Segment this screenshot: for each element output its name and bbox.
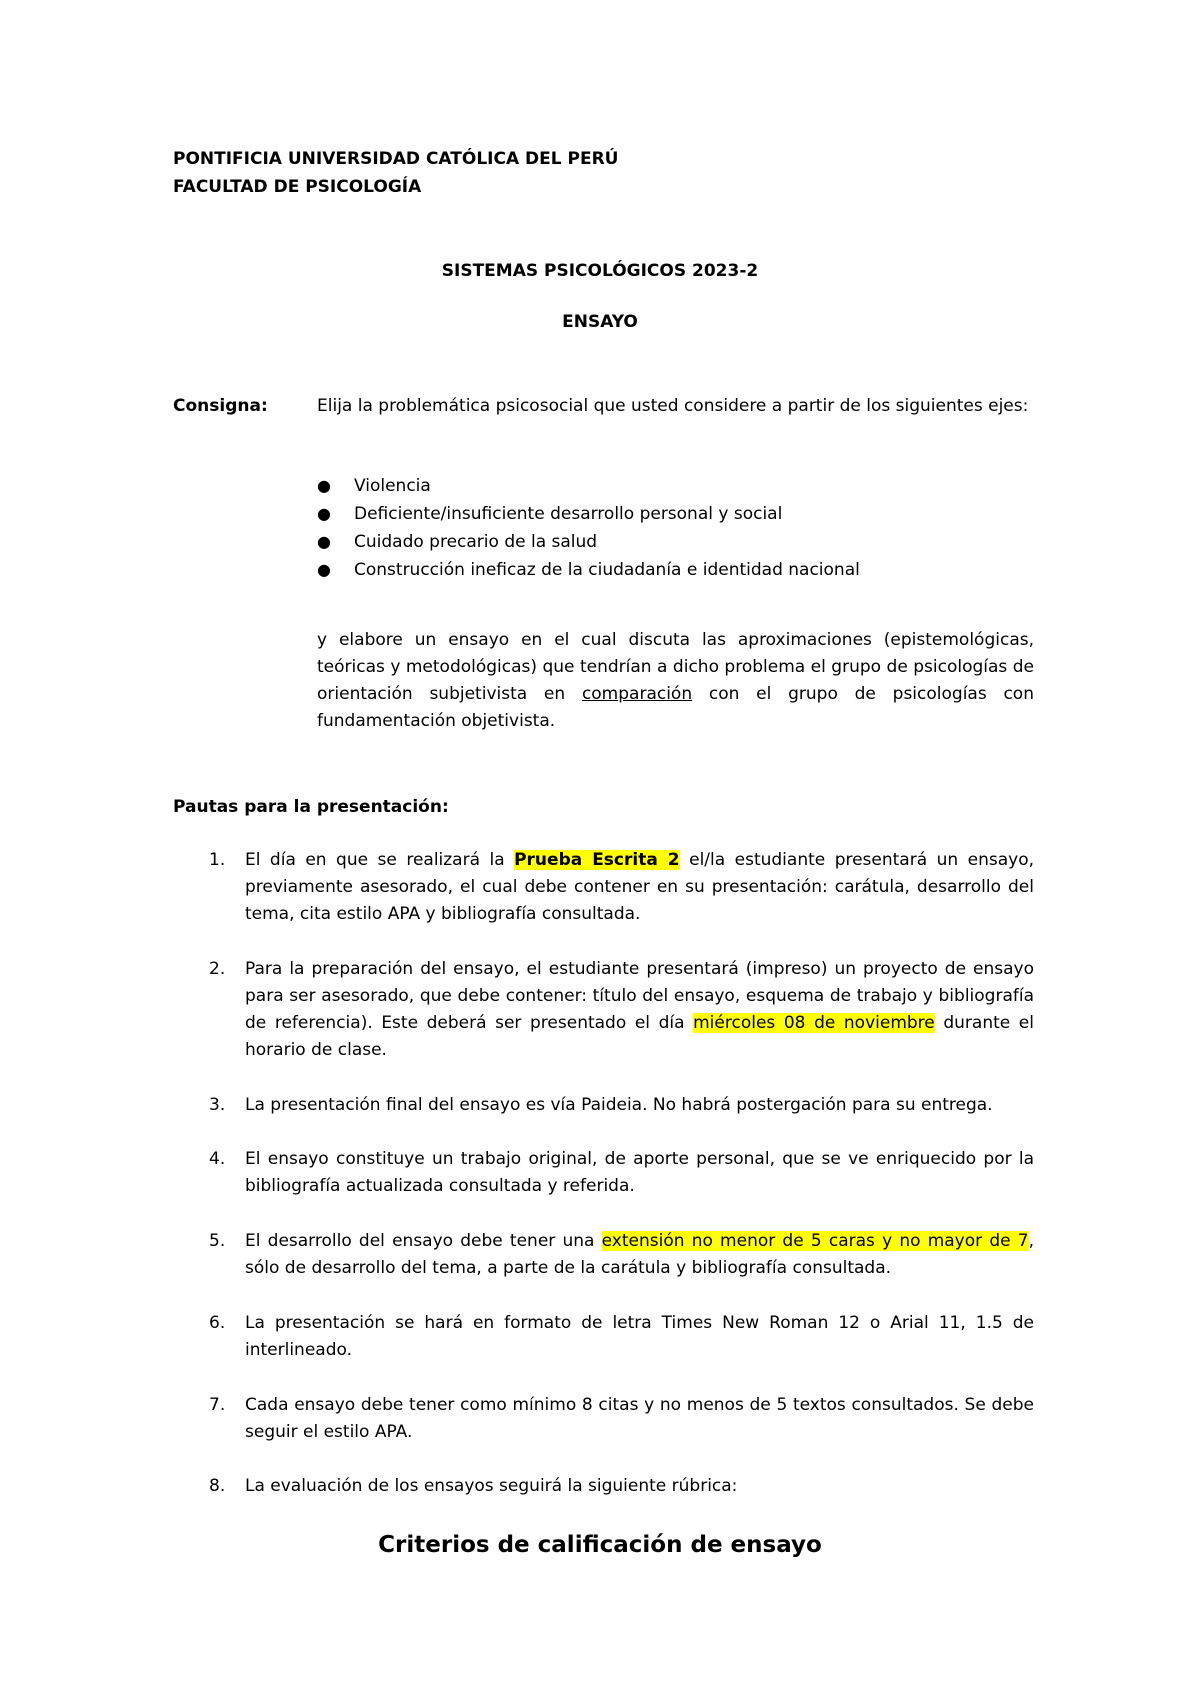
consigna-intro: Elija la problemática psicosocial que usted considere a partir de los siguientes ejes: (317, 396, 1029, 416)
list-item: ● Violencia (317, 472, 1034, 500)
list-item: ● Construcción ineficaz de la ciudadanía e identidad nacional (317, 556, 1034, 584)
faculty-name: FACULTAD DE PSICOLOGÍA (173, 177, 422, 197)
highlight-extension: extensión no menor de 5 caras y no mayor de 7 (601, 1231, 1029, 1251)
list-item: ● Cuidado precario de la salud (317, 528, 1034, 556)
bullet-icon: ● (317, 532, 331, 551)
underlined-word: comparación (581, 684, 693, 704)
axes-list (317, 472, 1034, 584)
highlight-prueba: Prueba Escrita 2 (514, 850, 680, 870)
document-page: PONTIFICIA UNIVERSIDAD CATÓLICA DEL PERÚ FACULTAD DE PSICOLOGÍA SISTEMAS PSICOLÓGICOS 2023-2 ENSAYO Consigna: Elija la problemática psicosocial que usted considere a partir de los siguientes ejes: ● Violencia ● Deficiente/insuficiente desarrollo personal y social ● Cuidado precario de la salud ● Construcción ineficaz de la ciudadanía e identidad nacional y elabore un ensayo en el cual discuta las aproximaciones (epistemológicas, teóricas y metodológicas) que tendrían a dicho problema el grupo de psicologías de orientación subjetivista en comparación con el grupo de psicologías con fundamentación objetivista. Pautas para la presentación: 1. El día en que se realizará la Prueba Escrita 2 el/la estudiante presentará un ensayo, previamente asesorado, el cual debe contener en su presentación: carátula, desarrollo del tema, cita estilo APA y bibliografía consultada. 2. Para la preparación del ensayo, el estudiante presentará (impreso) un proyecto de ensayo para ser asesorado, que debe contener: título del ensayo, esquema de trabajo y bibliografía de referencia). Este deberá ser presentado el día miércoles 08 de noviembre durante el horario de clase. 3. La presentación final del ensayo es vía Paideia. No habrá postergación para su entrega. 4. El ensayo constituye un trabajo original, de aporte personal, que se ve enriquecido por la bibliografía actualizada consultada y referida. 5. El desarrollo del ensayo debe tener una extensión no menor de 5 caras y no mayor de 7, sólo de desarrollo del tema, a parte de la carátula y bibliografía consultada. 6. La presentación se hará en formato de letra Times New Roman 12 o Arial 11, 1.5 de interlineado. 7. Cada ensayo debe tener como mínimo 8 citas y no menos de 5 textos consultados. Se debe seguir el estilo APA. 8. La evaluación de los ensayos seguirá la siguiente rúbrica: Criterios de calificación de ensayo (0, 0, 1200, 1698)
course-title: SISTEMAS PSICOLÓGICOS 2023-2 (441, 261, 759, 281)
document-type: ENSAYO (562, 312, 638, 332)
list-item: ● Deficiente/insuficiente desarrollo personal y social (317, 500, 1034, 528)
bullet-icon: ● (317, 476, 331, 495)
consigna-body: y elabore un ensayo en el cual discuta las aproximaciones (epistemológicas, teóricas y metodológicas) que tendrían a dicho problema el grupo de psicologías de orientación subjetivista en comparación con el grupo de psicologías con fundamentación objetivista. (317, 630, 1034, 731)
criterios-heading: Criterios de calificación de ensayo (378, 1532, 822, 1558)
pautas-title: Pautas para la presentación: (173, 797, 449, 817)
university-name: PONTIFICIA UNIVERSIDAD CATÓLICA DEL PERÚ (173, 149, 619, 169)
highlight-fecha: miércoles 08 de noviembre (693, 1013, 935, 1033)
consigna-label: Consigna: (173, 396, 268, 416)
bullet-icon: ● (317, 560, 331, 579)
bullet-icon: ● (317, 504, 331, 523)
